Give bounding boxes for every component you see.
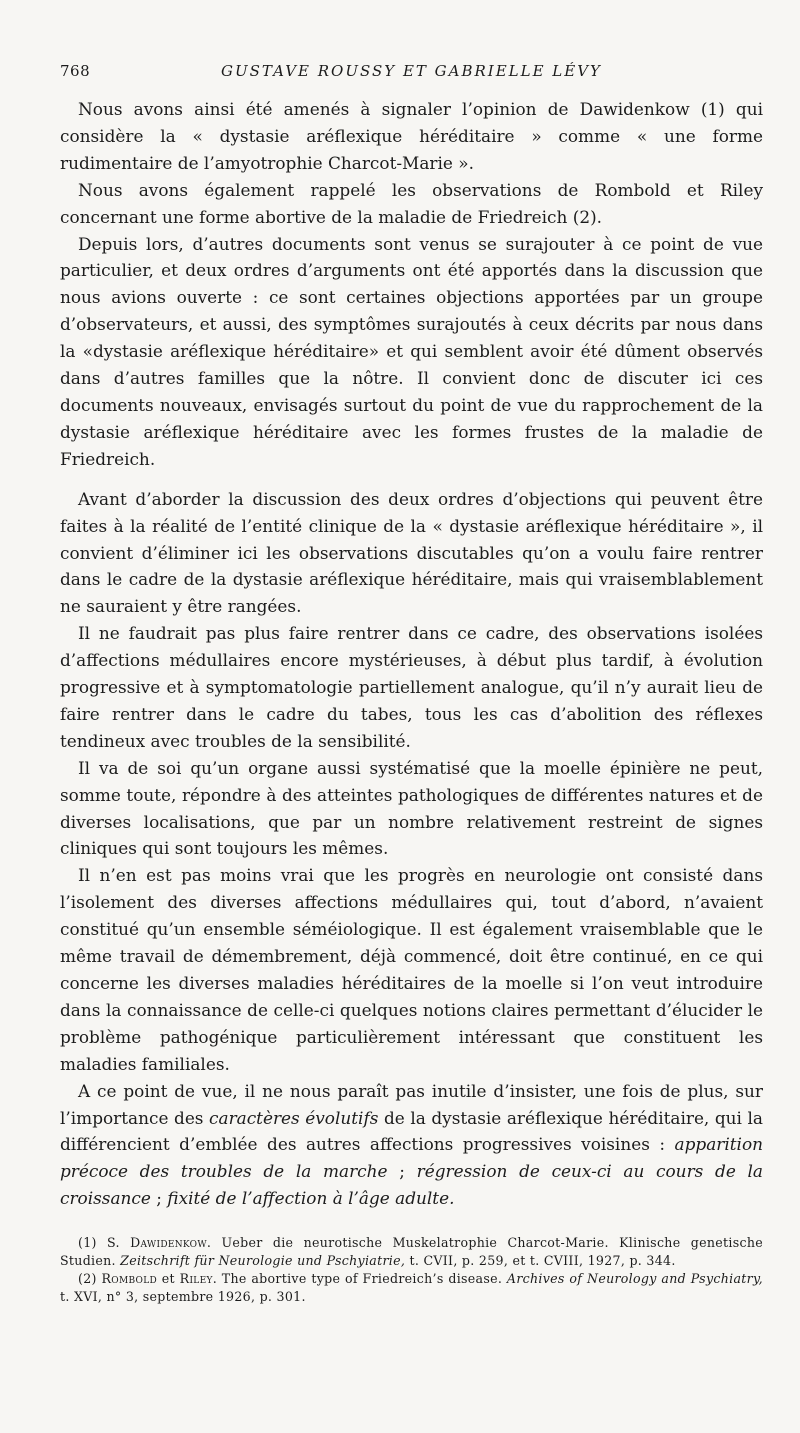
text-run: . The abortive type of Friedreich’s disease. [212, 1271, 507, 1287]
footnote [60, 1270, 763, 1306]
italic-text: apparition précoce des troubles de la marche [60, 1134, 763, 1182]
text-run: Nous avons ainsi été amenés à signaler l’opinion de Dawidenkow (1) qui considère la « dystasie aréflexique héréditaire » comme « une forme rudimentaire de l’amyotrophie Charcot-Marie ». [60, 99, 763, 173]
paragraph [60, 486, 763, 621]
paragraph [60, 862, 763, 1077]
paragraph [60, 755, 763, 863]
text-run: de la dystasie aréflexique héréditaire, qui la différencient d’emblée des autres affections progressives voisines : [60, 1107, 764, 1155]
author-name: Riley [179, 1271, 213, 1287]
text-run: A ce point de vue, il ne nous paraît pas inutile d’insister, une fois de plus, sur l’importance des [60, 1080, 763, 1128]
text-run: Nous avons également rappelé les observations de Rombold et Riley concernant une forme abortive de la maladie de Friedreich (2). [60, 179, 763, 227]
text-run: Il n’en est pas moins vrai que les progrès en neurologie ont consisté dans l’isolement des diverses affections médullaires qui, tout d’abord, n’avaient constitué qu’un ensemble séméiologique. Il est également vraisemblable que le même travail de démembrement, déjà commencé, doit être continué, en ce qui concerne les diverses maladies héréditaires de la moelle si l’on veut introduire dans la connaissance de celle-ci quelques notions claires permettant d’élucider le problème pathogénique particulièrement intéressant que constituent les maladies familiales. [60, 865, 763, 1074]
paragraph [60, 620, 763, 755]
author-name: Rombold [101, 1271, 158, 1287]
paragraph [60, 231, 763, 473]
text-run: ; [387, 1161, 417, 1182]
text-run: Il va de soi qu’un organe aussi systématisé que la moelle épinière ne peut, somme toute, répondre à des atteintes pathologiques de différentes natures et de diverses localisations, que par un nombre relativement restreint de signes cliniques qui sont toujours les mêmes. [60, 757, 763, 859]
body-text [60, 96, 763, 1212]
author-name: Dawidenkow [130, 1235, 207, 1251]
text-run: . Ueber die neurotische Muskelatrophie Charcot-Marie. Klinische genetische Studien. [60, 1235, 763, 1269]
book-page [60, 62, 763, 1306]
text-run: et [157, 1271, 180, 1287]
page-number: 768 [60, 62, 91, 80]
text-run: Il ne faudrait pas plus faire rentrer dans ce cadre, des observations isolées d’affections médullaires encore mystérieuses, à début plus tardif, à évolution progressive et à symptomatologie partiellement analogue, qu’il n’y aurait lieu de faire rentrer dans le cadre du tabes, tous les cas d’abolition des réflexes tendineux avec troubles de la sensibilité. [60, 623, 763, 751]
text-run: Avant d’aborder la discussion des deux ordres d’objections qui peuvent être faites à la réalité de l’entité clinique de la « dystasie aréflexique héréditaire », il convient d’éliminer ici les observations discutables qu’on a voulu faire rentrer dans le cadre de la dystasie aréflexique héréditaire, mais qui vraisemblablement ne sauraient y être rangées. [60, 488, 763, 617]
text-run: ; [150, 1188, 168, 1209]
italic-text: régression de ceux-ci au cours de la croissance [60, 1161, 763, 1209]
italic-text: Zeitschrift für Neurologie und Pschyiatrie, [120, 1253, 406, 1269]
running-title: GUSTAVE ROUSSY ET GABRIELLE LÉVY [221, 62, 602, 80]
text-run: (1) S. [78, 1235, 131, 1251]
italic-text: Archives of Neurology and Psychiatry, [506, 1271, 763, 1287]
paragraph [60, 1078, 763, 1213]
italic-text: fixité de l’affection à l’âge adulte. [167, 1188, 455, 1209]
running-header [60, 62, 763, 80]
paragraph [60, 177, 763, 231]
footnote [60, 1234, 763, 1270]
footnotes [60, 1234, 763, 1306]
paragraph [60, 96, 763, 177]
text-run: (2) [78, 1271, 102, 1287]
italic-text: caractères évolutifs [209, 1107, 379, 1128]
text-run: t. CVII, p. 259, et t. CVIII, 1927, p. 344. [405, 1253, 676, 1269]
text-run: Depuis lors, d’autres documents sont venus se surajouter à ce point de vue particulier, et deux ordres d’arguments ont été apportés dans la discussion que nous avions ouverte : ce sont certaines objections apportées par un groupe d’observateurs, et aussi, des symptômes surajoutés à ceux décrits par nous dans la «dystasie aréflexique héréditaire» et qui semblent avoir été dûment observés dans d’autres familles que la nôtre. Il convient donc de discuter ici ces documents nouveaux, envisagés surtout du point de vue du rapprochement de la dystasie aréflexique héréditaire avec les formes frustes de la maladie de Friedreich. [60, 233, 763, 469]
text-run: t. XVI, n° 3, septembre 1926, p. 301. [60, 1289, 306, 1305]
